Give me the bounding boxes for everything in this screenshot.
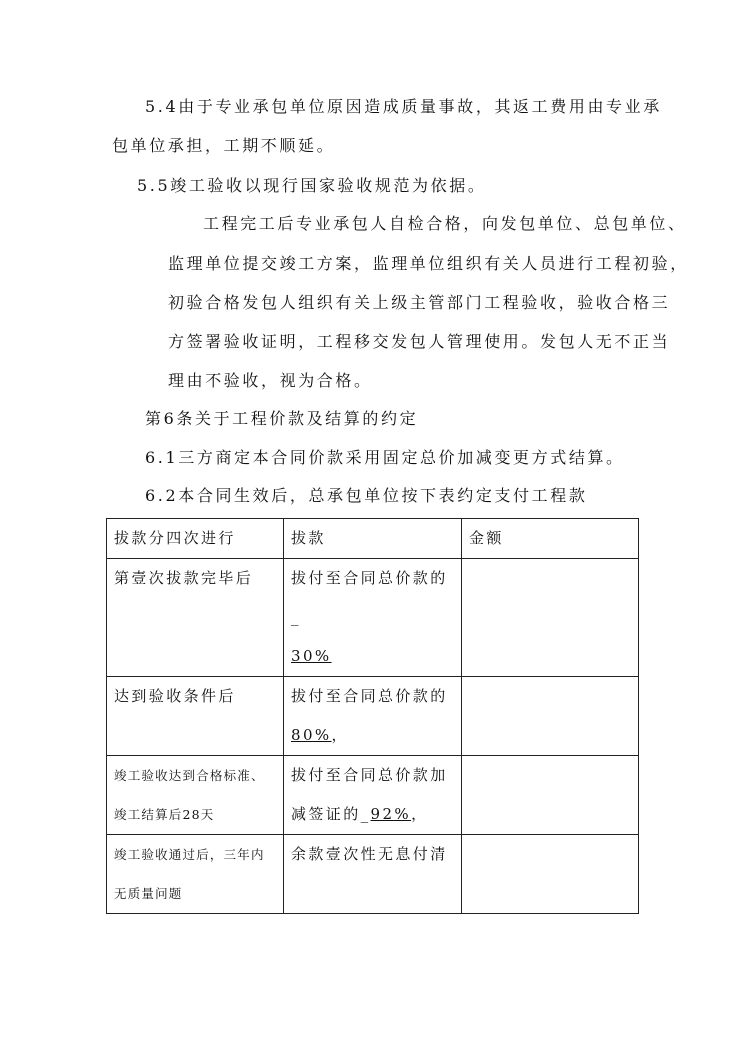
clause-5-5-body: 工程完工后专业承包人自检合格，向发包单位、总包单位、	[203, 214, 687, 233]
stage-cell: 竣工验收通过后，三年内无质量问题	[107, 835, 284, 914]
clause-5-5: 5.5竣工验收以现行国家验收规范为依据。	[137, 176, 487, 195]
payment-table	[106, 518, 639, 914]
table-row	[107, 835, 639, 914]
payment-cell: 拔付至合同总价款的 80%，	[284, 677, 462, 756]
header-cell: 金额	[462, 519, 639, 559]
percent-value: 80%	[291, 726, 332, 744]
amount-cell	[462, 756, 639, 835]
percent-value: 92%	[370, 805, 412, 823]
clause-5-4: 5.4由于专业承包单位原因造成质量事故，其返工费用由专业承	[145, 97, 662, 116]
percent-value: 30%	[291, 647, 332, 665]
stage-cell: 达到验收条件后	[107, 677, 284, 756]
clause-5-5-body: 方签署验收证明，工程移交发包人管理使用。发包人无不正当	[168, 332, 671, 351]
clause-6-2: 6.2本合同生效后，总承包单位按下表约定支付工程款	[145, 486, 588, 505]
header-cell: 拔款	[284, 519, 462, 559]
amount-cell	[462, 835, 639, 914]
table-row	[107, 677, 639, 756]
stage-cell: 第壹次拔款完毕后	[107, 559, 284, 677]
header-cell: 拔款分四次进行	[107, 519, 284, 559]
table-header-row	[107, 519, 639, 559]
clause-5-5-body: 初验合格发包人组织有关上级主管部门工程验收，验收合格三	[168, 293, 671, 312]
clause-5-5-body: 监理单位提交竣工方案，监理单位组织有关人员进行工程初验，	[168, 254, 689, 273]
amount-cell	[462, 677, 639, 756]
payment-cell: 拔付至合同总价款加减签证的_92%，	[284, 756, 462, 835]
clause-5-4-cont: 包单位承担，工期不顺延。	[112, 136, 336, 155]
clause-6-1: 6.1三方商定本合同价款采用固定总价加减变更方式结算。	[145, 448, 625, 467]
amount-cell	[462, 559, 639, 677]
article-6-heading: 第6条关于工程价款及结算的约定	[145, 409, 419, 428]
payment-cell: 余款壹次性无息付清	[284, 835, 462, 914]
table-row	[107, 756, 639, 835]
stage-cell: 竣工验收达到合格标准、竣工结算后28天	[107, 756, 284, 835]
table-row	[107, 559, 639, 677]
clause-5-5-body: 理由不验收，视为合格。	[168, 371, 373, 390]
payment-cell: 拔付至合同总价款的_ 30%	[284, 559, 462, 677]
